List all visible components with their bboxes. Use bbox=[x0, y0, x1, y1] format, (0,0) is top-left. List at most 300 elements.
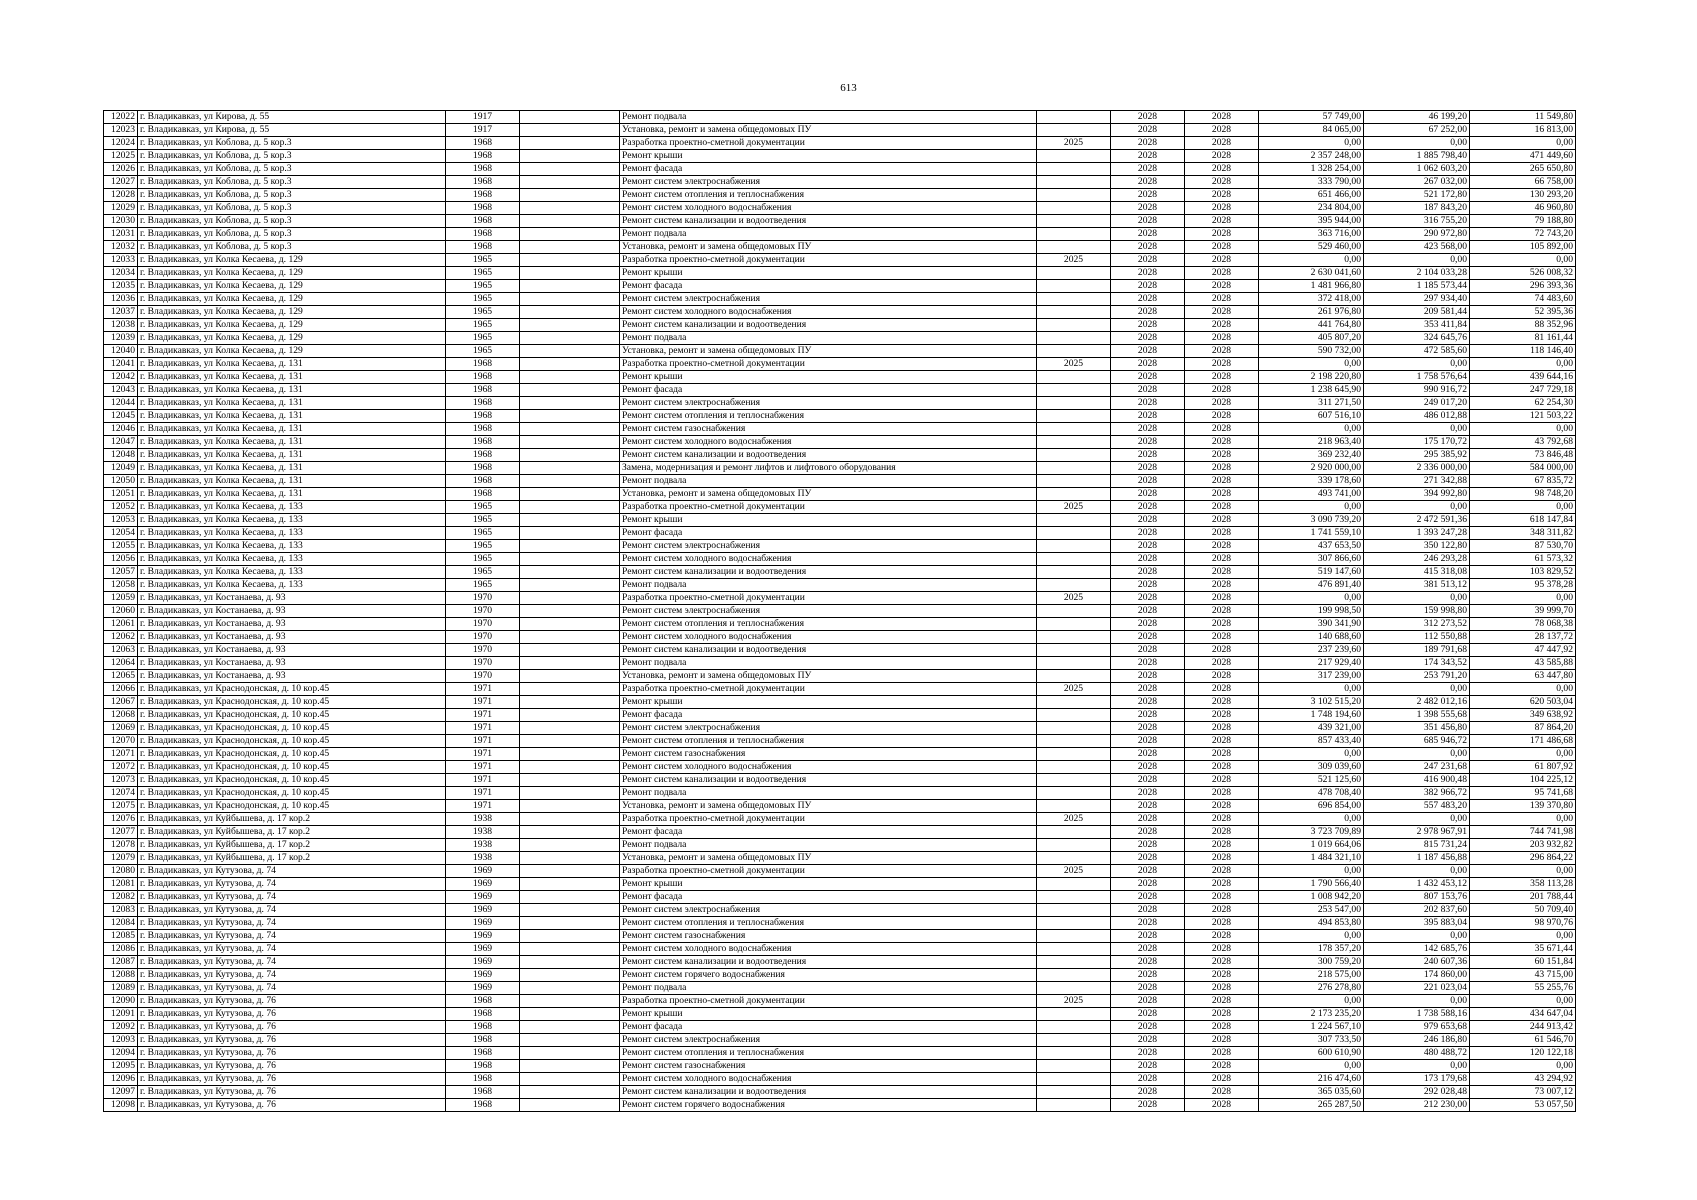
design-year-cell bbox=[1037, 1060, 1111, 1073]
table-row bbox=[104, 423, 1576, 436]
address-cell: г. Владикавказ, ул Коблова, д. 5 кор.3 bbox=[138, 189, 446, 202]
plan-year-start-cell: 2028 bbox=[1111, 592, 1185, 605]
build-year-cell: 1968 bbox=[446, 397, 520, 410]
table-row bbox=[104, 163, 1576, 176]
total-cost-cell: 1 224 567,10 bbox=[1259, 1021, 1364, 1034]
empty-cell-cell bbox=[520, 644, 620, 657]
plan-year-end-cell: 2028 bbox=[1185, 345, 1259, 358]
empty-cell-cell bbox=[520, 566, 620, 579]
build-year-cell: 1968 bbox=[446, 189, 520, 202]
work-type-cell: Ремонт систем отопления и теплоснабжения bbox=[620, 1047, 1037, 1060]
table-row bbox=[104, 878, 1576, 891]
address-cell: г. Владикавказ, ул Краснодонская, д. 10 кор.45 bbox=[138, 735, 446, 748]
work-type-cell: Ремонт подвала bbox=[620, 579, 1037, 592]
address-cell: г. Владикавказ, ул Кирова, д. 55 bbox=[138, 111, 446, 124]
build-year-cell: 1938 bbox=[446, 852, 520, 865]
plan-year-end-cell: 2028 bbox=[1185, 839, 1259, 852]
fund-cost-cell: 0,00 bbox=[1364, 748, 1470, 761]
plan-year-start-cell: 2028 bbox=[1111, 696, 1185, 709]
total-cost-cell: 1 741 559,10 bbox=[1259, 527, 1364, 540]
work-type-cell: Ремонт крыши bbox=[620, 514, 1037, 527]
design-year-cell bbox=[1037, 800, 1111, 813]
owner-cost-cell: 348 311,82 bbox=[1470, 527, 1576, 540]
fund-cost-cell: 0,00 bbox=[1364, 995, 1470, 1008]
design-year-cell bbox=[1037, 1047, 1111, 1060]
plan-year-start-cell: 2028 bbox=[1111, 1099, 1185, 1112]
build-year-cell: 1968 bbox=[446, 475, 520, 488]
fund-cost-cell: 0,00 bbox=[1364, 423, 1470, 436]
plan-year-start-cell: 2028 bbox=[1111, 189, 1185, 202]
empty-cell-cell bbox=[520, 436, 620, 449]
plan-year-end-cell: 2028 bbox=[1185, 293, 1259, 306]
plan-year-start-cell: 2028 bbox=[1111, 657, 1185, 670]
fund-cost-cell: 67 252,00 bbox=[1364, 124, 1470, 137]
work-type-cell: Ремонт систем канализации и водоотведения bbox=[620, 566, 1037, 579]
build-year-cell: 1968 bbox=[446, 995, 520, 1008]
table-row bbox=[104, 540, 1576, 553]
design-year-cell bbox=[1037, 1086, 1111, 1099]
owner-cost-cell: 201 788,44 bbox=[1470, 891, 1576, 904]
row-number-cell: 12091 bbox=[104, 1008, 138, 1021]
address-cell: г. Владикавказ, ул Кутузова, д. 74 bbox=[138, 956, 446, 969]
build-year-cell: 1968 bbox=[446, 228, 520, 241]
row-number-cell: 12033 bbox=[104, 254, 138, 267]
table-row bbox=[104, 124, 1576, 137]
work-type-cell: Ремонт крыши bbox=[620, 696, 1037, 709]
total-cost-cell: 309 039,60 bbox=[1259, 761, 1364, 774]
total-cost-cell: 0,00 bbox=[1259, 358, 1364, 371]
build-year-cell: 1969 bbox=[446, 891, 520, 904]
build-year-cell: 1968 bbox=[446, 462, 520, 475]
table-row bbox=[104, 579, 1576, 592]
row-number-cell: 12073 bbox=[104, 774, 138, 787]
work-type-cell: Ремонт систем газоснабжения bbox=[620, 930, 1037, 943]
plan-year-start-cell: 2028 bbox=[1111, 709, 1185, 722]
empty-cell-cell bbox=[520, 111, 620, 124]
total-cost-cell: 317 239,00 bbox=[1259, 670, 1364, 683]
work-type-cell: Ремонт фасада bbox=[620, 163, 1037, 176]
row-number-cell: 12029 bbox=[104, 202, 138, 215]
fund-cost-cell: 395 883,04 bbox=[1364, 917, 1470, 930]
work-type-cell: Ремонт фасада bbox=[620, 280, 1037, 293]
design-year-cell bbox=[1037, 449, 1111, 462]
work-type-cell: Ремонт фасада bbox=[620, 709, 1037, 722]
address-cell: г. Владикавказ, ул Кутузова, д. 74 bbox=[138, 930, 446, 943]
design-year-cell bbox=[1037, 787, 1111, 800]
build-year-cell: 1938 bbox=[446, 839, 520, 852]
row-number-cell: 12079 bbox=[104, 852, 138, 865]
plan-year-end-cell: 2028 bbox=[1185, 1086, 1259, 1099]
work-type-cell: Ремонт систем холодного водоснабжения bbox=[620, 202, 1037, 215]
plan-year-end-cell: 2028 bbox=[1185, 332, 1259, 345]
row-number-cell: 12080 bbox=[104, 865, 138, 878]
table-row bbox=[104, 1034, 1576, 1047]
total-cost-cell: 0,00 bbox=[1259, 683, 1364, 696]
address-cell: г. Владикавказ, ул Колка Кесаева, д. 133 bbox=[138, 514, 446, 527]
fund-cost-cell: 472 585,60 bbox=[1364, 345, 1470, 358]
plan-year-end-cell: 2028 bbox=[1185, 969, 1259, 982]
owner-cost-cell: 52 395,36 bbox=[1470, 306, 1576, 319]
address-cell: г. Владикавказ, ул Колка Кесаева, д. 129 bbox=[138, 306, 446, 319]
owner-cost-cell: 98 748,20 bbox=[1470, 488, 1576, 501]
work-type-cell: Ремонт систем газоснабжения bbox=[620, 423, 1037, 436]
address-cell: г. Владикавказ, ул Костанаева, д. 93 bbox=[138, 657, 446, 670]
row-number-cell: 12084 bbox=[104, 917, 138, 930]
owner-cost-cell: 0,00 bbox=[1470, 423, 1576, 436]
empty-cell-cell bbox=[520, 891, 620, 904]
row-number-cell: 12056 bbox=[104, 553, 138, 566]
plan-year-end-cell: 2028 bbox=[1185, 657, 1259, 670]
design-year-cell: 2025 bbox=[1037, 865, 1111, 878]
plan-year-end-cell: 2028 bbox=[1185, 371, 1259, 384]
work-type-cell: Ремонт систем холодного водоснабжения bbox=[620, 631, 1037, 644]
plan-year-end-cell: 2028 bbox=[1185, 397, 1259, 410]
work-type-cell: Разработка проектно-сметной документации bbox=[620, 358, 1037, 371]
plan-year-start-cell: 2028 bbox=[1111, 293, 1185, 306]
empty-cell-cell bbox=[520, 735, 620, 748]
plan-year-start-cell: 2028 bbox=[1111, 631, 1185, 644]
design-year-cell: 2025 bbox=[1037, 813, 1111, 826]
plan-year-end-cell: 2028 bbox=[1185, 696, 1259, 709]
table-row bbox=[104, 1099, 1576, 1112]
plan-year-end-cell: 2028 bbox=[1185, 774, 1259, 787]
table-row bbox=[104, 241, 1576, 254]
empty-cell-cell bbox=[520, 683, 620, 696]
row-number-cell: 12081 bbox=[104, 878, 138, 891]
total-cost-cell: 1 008 942,20 bbox=[1259, 891, 1364, 904]
work-type-cell: Ремонт фасада bbox=[620, 826, 1037, 839]
row-number-cell: 12074 bbox=[104, 787, 138, 800]
table-row bbox=[104, 280, 1576, 293]
work-type-cell: Разработка проектно-сметной документации bbox=[620, 137, 1037, 150]
build-year-cell: 1969 bbox=[446, 956, 520, 969]
total-cost-cell: 0,00 bbox=[1259, 1060, 1364, 1073]
total-cost-cell: 372 418,00 bbox=[1259, 293, 1364, 306]
address-cell: г. Владикавказ, ул Краснодонская, д. 10 кор.45 bbox=[138, 709, 446, 722]
total-cost-cell: 307 866,60 bbox=[1259, 553, 1364, 566]
design-year-cell bbox=[1037, 956, 1111, 969]
empty-cell-cell bbox=[520, 605, 620, 618]
address-cell: г. Владикавказ, ул Костанаева, д. 93 bbox=[138, 644, 446, 657]
design-year-cell bbox=[1037, 1021, 1111, 1034]
build-year-cell: 1970 bbox=[446, 618, 520, 631]
plan-year-end-cell: 2028 bbox=[1185, 423, 1259, 436]
total-cost-cell: 216 474,60 bbox=[1259, 1073, 1364, 1086]
table-row bbox=[104, 436, 1576, 449]
plan-year-end-cell: 2028 bbox=[1185, 462, 1259, 475]
owner-cost-cell: 74 483,60 bbox=[1470, 293, 1576, 306]
design-year-cell bbox=[1037, 644, 1111, 657]
plan-year-start-cell: 2028 bbox=[1111, 774, 1185, 787]
empty-cell-cell bbox=[520, 176, 620, 189]
plan-year-end-cell: 2028 bbox=[1185, 319, 1259, 332]
owner-cost-cell: 79 188,80 bbox=[1470, 215, 1576, 228]
total-cost-cell: 0,00 bbox=[1259, 930, 1364, 943]
total-cost-cell: 390 341,90 bbox=[1259, 618, 1364, 631]
work-type-cell: Разработка проектно-сметной документации bbox=[620, 254, 1037, 267]
empty-cell-cell bbox=[520, 410, 620, 423]
build-year-cell: 1965 bbox=[446, 553, 520, 566]
plan-year-end-cell: 2028 bbox=[1185, 930, 1259, 943]
total-cost-cell: 369 232,40 bbox=[1259, 449, 1364, 462]
total-cost-cell: 529 460,00 bbox=[1259, 241, 1364, 254]
row-number-cell: 12059 bbox=[104, 592, 138, 605]
work-type-cell: Ремонт крыши bbox=[620, 371, 1037, 384]
table-row bbox=[104, 189, 1576, 202]
plan-year-start-cell: 2028 bbox=[1111, 1034, 1185, 1047]
total-cost-cell: 261 976,80 bbox=[1259, 306, 1364, 319]
empty-cell-cell bbox=[520, 709, 620, 722]
build-year-cell: 1965 bbox=[446, 527, 520, 540]
table-row bbox=[104, 683, 1576, 696]
plan-year-end-cell: 2028 bbox=[1185, 436, 1259, 449]
owner-cost-cell: 618 147,84 bbox=[1470, 514, 1576, 527]
address-cell: г. Владикавказ, ул Колка Кесаева, д. 129 bbox=[138, 345, 446, 358]
row-number-cell: 12026 bbox=[104, 163, 138, 176]
owner-cost-cell: 247 729,18 bbox=[1470, 384, 1576, 397]
work-type-cell: Ремонт крыши bbox=[620, 267, 1037, 280]
work-type-cell: Ремонт систем горячего водоснабжения bbox=[620, 969, 1037, 982]
table-row bbox=[104, 462, 1576, 475]
row-number-cell: 12039 bbox=[104, 332, 138, 345]
plan-year-start-cell: 2028 bbox=[1111, 215, 1185, 228]
fund-cost-cell: 0,00 bbox=[1364, 930, 1470, 943]
work-type-cell: Ремонт систем электроснабжения bbox=[620, 397, 1037, 410]
empty-cell-cell bbox=[520, 943, 620, 956]
build-year-cell: 1965 bbox=[446, 293, 520, 306]
total-cost-cell: 234 804,00 bbox=[1259, 202, 1364, 215]
table-row bbox=[104, 605, 1576, 618]
work-type-cell: Ремонт систем отопления и теплоснабжения bbox=[620, 735, 1037, 748]
table-row bbox=[104, 1047, 1576, 1060]
plan-year-start-cell: 2028 bbox=[1111, 943, 1185, 956]
plan-year-start-cell: 2028 bbox=[1111, 1086, 1185, 1099]
build-year-cell: 1968 bbox=[446, 1099, 520, 1112]
owner-cost-cell: 11 549,80 bbox=[1470, 111, 1576, 124]
address-cell: г. Владикавказ, ул Куйбышева, д. 17 кор.2 bbox=[138, 826, 446, 839]
plan-year-start-cell: 2028 bbox=[1111, 1021, 1185, 1034]
total-cost-cell: 696 854,00 bbox=[1259, 800, 1364, 813]
work-type-cell: Разработка проектно-сметной документации bbox=[620, 995, 1037, 1008]
plan-year-end-cell: 2028 bbox=[1185, 449, 1259, 462]
work-type-cell: Установка, ремонт и замена общедомовых ПУ bbox=[620, 124, 1037, 137]
owner-cost-cell: 471 449,60 bbox=[1470, 150, 1576, 163]
build-year-cell: 1968 bbox=[446, 436, 520, 449]
owner-cost-cell: 105 892,00 bbox=[1470, 241, 1576, 254]
row-number-cell: 12096 bbox=[104, 1073, 138, 1086]
address-cell: г. Владикавказ, ул Коблова, д. 5 кор.3 bbox=[138, 228, 446, 241]
total-cost-cell: 0,00 bbox=[1259, 995, 1364, 1008]
plan-year-start-cell: 2028 bbox=[1111, 878, 1185, 891]
table-row bbox=[104, 891, 1576, 904]
plan-year-end-cell: 2028 bbox=[1185, 540, 1259, 553]
address-cell: г. Владикавказ, ул Кутузова, д. 74 bbox=[138, 904, 446, 917]
work-type-cell: Ремонт подвала bbox=[620, 982, 1037, 995]
design-year-cell bbox=[1037, 670, 1111, 683]
fund-cost-cell: 1 758 576,64 bbox=[1364, 371, 1470, 384]
row-number-cell: 12034 bbox=[104, 267, 138, 280]
row-number-cell: 12036 bbox=[104, 293, 138, 306]
table-row bbox=[104, 254, 1576, 267]
total-cost-cell: 651 466,00 bbox=[1259, 189, 1364, 202]
owner-cost-cell: 0,00 bbox=[1470, 995, 1576, 1008]
plan-year-end-cell: 2028 bbox=[1185, 1008, 1259, 1021]
build-year-cell: 1971 bbox=[446, 800, 520, 813]
total-cost-cell: 363 716,00 bbox=[1259, 228, 1364, 241]
build-year-cell: 1969 bbox=[446, 943, 520, 956]
empty-cell-cell bbox=[520, 189, 620, 202]
plan-year-start-cell: 2028 bbox=[1111, 540, 1185, 553]
work-type-cell: Ремонт систем канализации и водоотведения bbox=[620, 774, 1037, 787]
total-cost-cell: 365 035,60 bbox=[1259, 1086, 1364, 1099]
row-number-cell: 12028 bbox=[104, 189, 138, 202]
table-row bbox=[104, 969, 1576, 982]
total-cost-cell: 607 516,10 bbox=[1259, 410, 1364, 423]
total-cost-cell: 265 287,50 bbox=[1259, 1099, 1364, 1112]
plan-year-start-cell: 2028 bbox=[1111, 917, 1185, 930]
empty-cell-cell bbox=[520, 241, 620, 254]
owner-cost-cell: 0,00 bbox=[1470, 1060, 1576, 1073]
total-cost-cell: 218 963,40 bbox=[1259, 436, 1364, 449]
row-number-cell: 12047 bbox=[104, 436, 138, 449]
build-year-cell: 1969 bbox=[446, 930, 520, 943]
empty-cell-cell bbox=[520, 904, 620, 917]
work-type-cell: Ремонт крыши bbox=[620, 150, 1037, 163]
total-cost-cell: 600 610,90 bbox=[1259, 1047, 1364, 1060]
row-number-cell: 12064 bbox=[104, 657, 138, 670]
plan-year-end-cell: 2028 bbox=[1185, 813, 1259, 826]
row-number-cell: 12085 bbox=[104, 930, 138, 943]
total-cost-cell: 0,00 bbox=[1259, 592, 1364, 605]
build-year-cell: 1968 bbox=[446, 449, 520, 462]
plan-year-end-cell: 2028 bbox=[1185, 761, 1259, 774]
owner-cost-cell: 0,00 bbox=[1470, 813, 1576, 826]
address-cell: г. Владикавказ, ул Колка Кесаева, д. 129 bbox=[138, 332, 446, 345]
table-row bbox=[104, 787, 1576, 800]
address-cell: г. Владикавказ, ул Краснодонская, д. 10 кор.45 bbox=[138, 696, 446, 709]
design-year-cell bbox=[1037, 696, 1111, 709]
table-row bbox=[104, 943, 1576, 956]
fund-cost-cell: 1 185 573,44 bbox=[1364, 280, 1470, 293]
build-year-cell: 1968 bbox=[446, 384, 520, 397]
total-cost-cell: 140 688,60 bbox=[1259, 631, 1364, 644]
plan-year-start-cell: 2028 bbox=[1111, 501, 1185, 514]
work-type-cell: Ремонт крыши bbox=[620, 878, 1037, 891]
work-type-cell: Ремонт систем холодного водоснабжения bbox=[620, 436, 1037, 449]
plan-year-end-cell: 2028 bbox=[1185, 254, 1259, 267]
row-number-cell: 12076 bbox=[104, 813, 138, 826]
address-cell: г. Владикавказ, ул Колка Кесаева, д. 131 bbox=[138, 475, 446, 488]
address-cell: г. Владикавказ, ул Краснодонская, д. 10 кор.45 bbox=[138, 774, 446, 787]
total-cost-cell: 2 920 000,00 bbox=[1259, 462, 1364, 475]
empty-cell-cell bbox=[520, 631, 620, 644]
total-cost-cell: 333 790,00 bbox=[1259, 176, 1364, 189]
owner-cost-cell: 16 813,00 bbox=[1470, 124, 1576, 137]
design-year-cell bbox=[1037, 280, 1111, 293]
owner-cost-cell: 81 161,44 bbox=[1470, 332, 1576, 345]
design-year-cell bbox=[1037, 709, 1111, 722]
empty-cell-cell bbox=[520, 462, 620, 475]
owner-cost-cell: 203 932,82 bbox=[1470, 839, 1576, 852]
build-year-cell: 1965 bbox=[446, 319, 520, 332]
address-cell: г. Владикавказ, ул Коблова, д. 5 кор.3 bbox=[138, 163, 446, 176]
empty-cell-cell bbox=[520, 774, 620, 787]
total-cost-cell: 395 944,00 bbox=[1259, 215, 1364, 228]
table-row bbox=[104, 1021, 1576, 1034]
address-cell: г. Владикавказ, ул Колка Кесаева, д. 131 bbox=[138, 384, 446, 397]
fund-cost-cell: 2 482 012,16 bbox=[1364, 696, 1470, 709]
fund-cost-cell: 990 916,72 bbox=[1364, 384, 1470, 397]
plan-year-end-cell: 2028 bbox=[1185, 1021, 1259, 1034]
address-cell: г. Владикавказ, ул Куйбышева, д. 17 кор.2 bbox=[138, 852, 446, 865]
design-year-cell bbox=[1037, 735, 1111, 748]
row-number-cell: 12032 bbox=[104, 241, 138, 254]
plan-year-start-cell: 2028 bbox=[1111, 319, 1185, 332]
design-year-cell: 2025 bbox=[1037, 592, 1111, 605]
plan-year-end-cell: 2028 bbox=[1185, 787, 1259, 800]
total-cost-cell: 1 019 664,06 bbox=[1259, 839, 1364, 852]
owner-cost-cell: 98 970,76 bbox=[1470, 917, 1576, 930]
work-type-cell: Замена, модернизация и ремонт лифтов и лифтового оборудования bbox=[620, 462, 1037, 475]
plan-year-end-cell: 2028 bbox=[1185, 878, 1259, 891]
work-type-cell: Ремонт подвала bbox=[620, 111, 1037, 124]
fund-cost-cell: 1 738 588,16 bbox=[1364, 1008, 1470, 1021]
table-row bbox=[104, 449, 1576, 462]
table-row bbox=[104, 319, 1576, 332]
total-cost-cell: 218 575,00 bbox=[1259, 969, 1364, 982]
design-year-cell bbox=[1037, 462, 1111, 475]
build-year-cell: 1970 bbox=[446, 670, 520, 683]
design-year-cell bbox=[1037, 488, 1111, 501]
owner-cost-cell: 121 503,22 bbox=[1470, 410, 1576, 423]
row-number-cell: 12052 bbox=[104, 501, 138, 514]
empty-cell-cell bbox=[520, 579, 620, 592]
plan-year-start-cell: 2028 bbox=[1111, 267, 1185, 280]
total-cost-cell: 0,00 bbox=[1259, 748, 1364, 761]
fund-cost-cell: 46 199,20 bbox=[1364, 111, 1470, 124]
row-number-cell: 12049 bbox=[104, 462, 138, 475]
fund-cost-cell: 174 343,52 bbox=[1364, 657, 1470, 670]
total-cost-cell: 405 807,20 bbox=[1259, 332, 1364, 345]
work-type-cell: Ремонт систем отопления и теплоснабжения bbox=[620, 410, 1037, 423]
design-year-cell bbox=[1037, 189, 1111, 202]
table-row bbox=[104, 1073, 1576, 1086]
work-type-cell: Ремонт систем отопления и теплоснабжения bbox=[620, 618, 1037, 631]
empty-cell-cell bbox=[520, 878, 620, 891]
work-type-cell: Ремонт систем холодного водоснабжения bbox=[620, 1073, 1037, 1086]
work-type-cell: Разработка проектно-сметной документации bbox=[620, 501, 1037, 514]
table-row bbox=[104, 267, 1576, 280]
build-year-cell: 1965 bbox=[446, 254, 520, 267]
design-year-cell bbox=[1037, 774, 1111, 787]
design-year-cell: 2025 bbox=[1037, 137, 1111, 150]
plan-year-end-cell: 2028 bbox=[1185, 852, 1259, 865]
design-year-cell bbox=[1037, 631, 1111, 644]
empty-cell-cell bbox=[520, 358, 620, 371]
fund-cost-cell: 382 966,72 bbox=[1364, 787, 1470, 800]
table-row bbox=[104, 215, 1576, 228]
address-cell: г. Владикавказ, ул Коблова, д. 5 кор.3 bbox=[138, 176, 446, 189]
total-cost-cell: 178 357,20 bbox=[1259, 943, 1364, 956]
row-number-cell: 12068 bbox=[104, 709, 138, 722]
plan-year-start-cell: 2028 bbox=[1111, 176, 1185, 189]
row-number-cell: 12040 bbox=[104, 345, 138, 358]
plan-year-end-cell: 2028 bbox=[1185, 514, 1259, 527]
table-row bbox=[104, 774, 1576, 787]
address-cell: г. Владикавказ, ул Кутузова, д. 76 bbox=[138, 995, 446, 1008]
row-number-cell: 12090 bbox=[104, 995, 138, 1008]
empty-cell-cell bbox=[520, 124, 620, 137]
